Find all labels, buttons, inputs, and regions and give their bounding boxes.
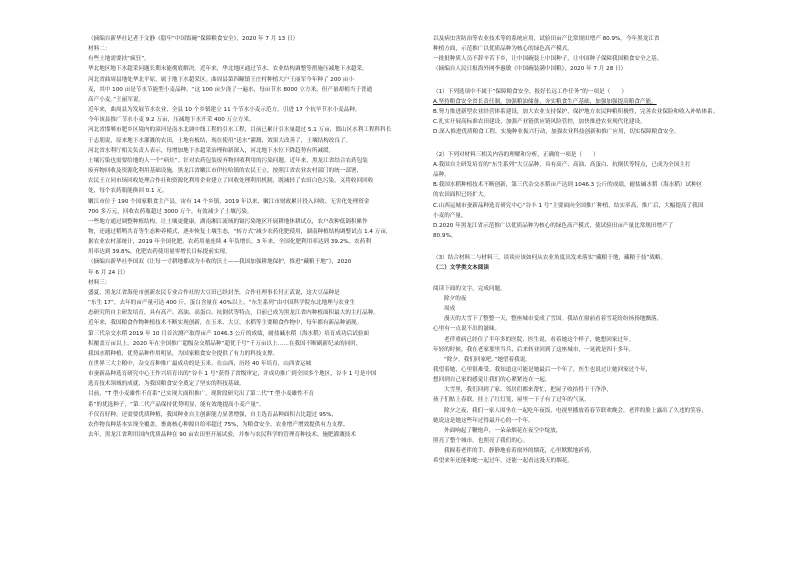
text-line: C.扎实开展高标准农田建设，加强产业链供应链风险管控，加快推进农业现代化建设。 <box>433 119 646 126</box>
text-line: 有些土地需要扶“疯狂”。 <box>88 56 150 63</box>
text-line: 我望着她，心里很难受。我知道这可能是她最后一个年了，医生也说过让她回家过个年， <box>433 367 652 373</box>
text-line: （摘编自新华社李国双《让每一寸耕地都成为丰收的沃土——我国加强耕地保护，推进“藏粮于地”》，2020 <box>88 259 352 266</box>
text-line: 农民王立同市场回收处理合作社和资源化利用企业建立了回收处理利用机制，既减轻了农田白色污染，又将收回回收 <box>88 178 374 185</box>
text-line: 市蚕新品种选育研究中心王作兴培育出的“谷丰 1 号”获得了省级审定，并成功推广到全国多个地区，谷丰 1 号是中国 <box>88 371 377 378</box>
text-line: 在世界三大主粮中，杂交育种推广最成功的是玉米。在山西，历经 40 年培育，山西省运城 <box>88 361 312 367</box>
text-line: 积覆盖万亩以上，2020 年在全国推广超级杂交稻品种“超优千号”千万亩以上……在我国不断刷新纪录的同时， <box>88 340 362 347</box>
left-text-column <box>88 34 392 440</box>
text-line: 年 6 月 24 日） <box>88 269 129 276</box>
text-line: 系”的优选种子，“第二代产品保持优势明显，能有效地提高小麦产量”。 <box>88 401 265 408</box>
text-line: 希望来年还能和她一起过年，还能一起看这漫天的烟花。 <box>433 458 573 465</box>
text-line: 麦，其中 100 亩是节水节能型小麦品种。“这 100 亩少浇了一遍水，每亩节水 8000 立方米，但产量却相当于普通 <box>88 86 373 93</box>
text-line: 我握着老伴的手，静静地看着窗外的烟花，心里默默地祈祷， <box>444 448 596 455</box>
text-line: C.山西运城市蚕新品种选育研究中心“谷丰 1 号”主要面向全国推广种植，结实率高，推广后，大幅提高了我国 <box>433 202 704 209</box>
text-line: （摘编自人民日报海外网李惠敏《中国碗装满中国粮》，2020 年 7 月 28 日） <box>433 66 627 73</box>
text-line: 照亮了整个城市，也照亮了我们的心。 <box>433 438 529 445</box>
text-line: 年轻的时候，我在老家那里当兵，后来转业回到了这座城市，一晃就是四十多年。 <box>433 346 635 353</box>
text-line: 周成 <box>444 306 456 313</box>
text-line: 今年该县推广节水小麦 9.2 万亩，压减地下水开采 400 万立方米。 <box>88 117 255 124</box>
text-line: 据农业农村部统计，2019 年全国化肥、农药用量连续 4 年负增长，3 年来，全国化肥利用率达到 39.2%。农药利 <box>88 239 371 246</box>
text-line: 不仅育好种，还需要优质种植，我国种业自主创新能力显著增强，自主选育品种面积占比超过 95%， <box>88 411 338 418</box>
text-line: “除夕，我们回家吧。”她望着我说。 <box>444 356 531 363</box>
text-line: 的农田面积已经扩大。 <box>433 192 489 199</box>
text-line: 阅读下面的文字，完成问题。 <box>433 285 506 292</box>
text-line: 我国水稻种植，优势品种作用明显，为国家粮食安全提供了有力的科技支撑。 <box>88 350 279 357</box>
text-line: 一些地方通过调整种植结构，让土壤更健康。湖南湘江流域的镉污染地区开展耕地休耕试点，农户改种低镉积累作 <box>88 218 368 225</box>
text-line: 品种。 <box>433 172 450 179</box>
text-line: 大雪里，我们回到了家。邻居们都来帮忙，把屋子收拾得干干净净， <box>444 387 612 394</box>
text-line: 处，每个农药瓶能换回 0.1 元。 <box>88 188 168 195</box>
text-line: D.深入推进优质粮食工程，实施种业振兴行动，加强农业科技创新和推广应用，切实保障粮食安全。 <box>433 129 680 136</box>
text-line: 去年，黑龙江省利用国内优质品种在 90 亩农田里开展试验，并参与农民科学的管理育种技术、施肥灌溉技术 <box>88 432 356 439</box>
text-line: 材料二： <box>88 46 111 53</box>
text-line <box>433 75 737 85</box>
text-line: 河北省邯郸市肥乡区境内的漳河是南水北调中线工程的引水工程，目前已累计引水量超过 5.1 万亩，邯山区水利工程科科长 <box>88 127 392 134</box>
text-line <box>433 274 737 284</box>
text-line: 河北省曲周县地处华北平原，属于地下水超采区。曲周县第四疃镇王庄村种植大户王丽军今年种了 200 亩小 <box>88 76 354 83</box>
text-line: 想回到自己家的感觉让我们的心紧紧连在一起。 <box>433 377 551 384</box>
text-line: 选育技术领域的成就，为我国粮食安全奠定了坚实的科技基础。 <box>88 381 245 388</box>
text-line: 盛夏，黑龙江省海伦市创新农民专业合作社的大豆田已经封垄，合作社理事长付正武说，这大豆品种是 <box>88 289 340 296</box>
text-line: 孩子们贴上春联，挂上了红灯笼，屋里一下子有了过年的气氛。 <box>433 397 590 404</box>
text-line: 她说这是她这些年过得最开心的一个年。 <box>433 417 534 424</box>
text-line: 用率达到 39.8%，化肥农药使用量零增长目标提前实现。 <box>88 249 231 256</box>
text-line: 一批批种质人员不辞辛苦下乡，让中国碗装上中国种子，让中国种子保障我国粮食安全之基。 <box>433 56 663 63</box>
text-line: 河北省水利厅相关负责人表示，每增加地下水超采治理和新深入，河北地下水位下降趋势有所减缓。 <box>88 147 335 154</box>
text-line: 目前，“T 型小麦雄性不育系”已实现大面积推广，现阶段研究出了第二代“T 型小麦雄性不育 <box>88 391 315 398</box>
text-line: 于志朋说，原来地下水灌溉的农田，土地有板结，现在使用“送水”灌溉，效果大改善了，土壤结构改良了。 <box>88 137 352 144</box>
text-line: 农作物良种基本实现全覆盖，畜禽核心种源自给率超过 75%，为粮食安全、农业增产增效提供有力支撑。 <box>88 421 349 428</box>
text-line: 80.9%。 <box>433 232 457 239</box>
text-line: 高产小麦。”王丽军说。 <box>88 96 145 103</box>
text-line: “东生 17”，去年的亩产量可达 400 斤，蛋白含量在 40%以上。“东生系列”由中国科学院东北地理与农业生 <box>88 300 356 307</box>
text-line: 外面响起了鞭炮声，一朵朵烟花在夜空中绽放， <box>444 427 562 434</box>
text-line: 漫天的大雪下了整整一天，整座城市变成了雪国。我站在窗前看着雪花纷纷扬扬地飘落， <box>444 316 663 323</box>
text-line: 种植方面，示范推广以优质品种为核心的绿色高产模式。 <box>433 46 573 53</box>
text-line: 嫩江市位于 190 个国家粮食主产县，宙有 14 个乡镇，2019 年以来，嫩江市财政累计投入回收、无害化处理资金 <box>88 198 370 205</box>
text-line: B.我国水稻种植技术不断创新，第三代杂交水稻亩产达到 1046.3 公斤的成绩，耐盐碱水稻（海水稻）试种区 <box>433 182 703 189</box>
text-line: 小麦的产量。 <box>433 212 467 219</box>
text-line: B.努力推进新型农业经营体系建设，加大农业支持保护，保护地方农民种粮积极性，完善农业保险和收入补贴体系。 <box>433 109 719 116</box>
text-line: 700 多万元，回收农药瓶超过 3000 万个，有效减少了土壤污染。 <box>88 208 253 215</box>
text-line: （3）结合材料二与材料三，谈谈应该如何从农业角度出发来落实“藏粮于地，藏粮于技”战略。 <box>433 255 667 262</box>
text-line: A.我国自主研发培育的“东生系列”大豆品种，具有高产、高油、高蛋白、抗倒伏等特点，已成为全国主打 <box>433 161 691 168</box>
text-line: （1）下列选项中不属于“保障粮食安全，报好长远工作任务”的一项是（ ） <box>433 88 627 95</box>
text-line: 除夕的夜 <box>444 295 467 302</box>
text-line: 华北地区地下水超采问题长期未能彻底解决。近年来，华北地区通过节水、农业结构调整等措施压减地下水超采。 <box>88 66 368 73</box>
text-line: （2）下列对材料三相关内容的理解和分析，正确的一项是（ ） <box>433 151 599 158</box>
text-line: 以及病虫害防治等农业技术等的系统应用，试验田亩产比常规田增产 80.9%。今年黑龙江省 <box>433 36 660 42</box>
text-line: 近年来，曲周县为发展节水农业，全县 10 个乡镇建立 11 个节水小麦示范方，引进 17 个抗旱节水小麦品种， <box>88 107 361 114</box>
text-line: 除夕之夜，我们一家人围坐在一起吃年夜饭，电视里播放着春节联欢晚会，老伴的脸上露出了久违的笑容， <box>444 407 707 414</box>
text-line: （摘编自新华社记者于文静《稳牢“中国饭碗”保障粮食安全》，2020 年 7 月 13 日） <box>88 36 299 42</box>
text-line: 废弃物回收及资源化利用基础设施，黑龙江省嫩江市伊拉哈镇的农民王立，按照江省农业农村部门的统一部署， <box>88 168 363 175</box>
text-line: D.2020 年黑龙江省示范推广以优质品种为核心的绿色高产模式，使试验田亩产量比常规田增产了 <box>433 222 674 229</box>
text-line: 态研究所自主研发培育，具有高产、高油、高蛋白、抗倒伏等特点，目前已成为黑龙江省内种植面积最大的主打品种。 <box>88 310 379 317</box>
text-line: 土壤污染也需要给地的人一个“病灶”。针对农药包装废弃物回收利用的污染问题，近年来，黑龙江省结合农药包装 <box>88 157 368 164</box>
text-line <box>433 138 737 148</box>
text-line: 心里有一点说不出的滋味。 <box>433 326 501 333</box>
text-line <box>433 241 737 251</box>
text-line: 物，还通过稻鸭共育等生态种养模式，逐步恢复土壤生态，“转方式”减少农药化肥使用，湖南种植结构调整试点 1.4 万亩， <box>88 228 392 235</box>
text-line: 第三代杂交水稻 2019 年 10 月首次测产取得亩产 1046.3 公斤的成绩，耐盐碱水稻（海水稻）培育成功后试验面 <box>88 330 369 337</box>
text-line: 材料三： <box>88 279 111 286</box>
text-line: 近年来，我国粮食作物种植技术不断实现创新，在玉米、大豆、水稻等主要粮食作物中，每年都有新品种涌现。 <box>88 320 363 327</box>
right-text-column <box>433 34 737 467</box>
text-line: A.坚持粮食安全省长责任制，加强粮油储备，夯实粮食生产基础，加强加强提高粮食产能。 <box>433 98 657 105</box>
text-line: 老伴重病已经住了半年多的医院，医生说，看着她这个样子，她想回家过年。 <box>444 336 635 343</box>
text-line: （二）文学类文本阅读 <box>433 265 489 272</box>
